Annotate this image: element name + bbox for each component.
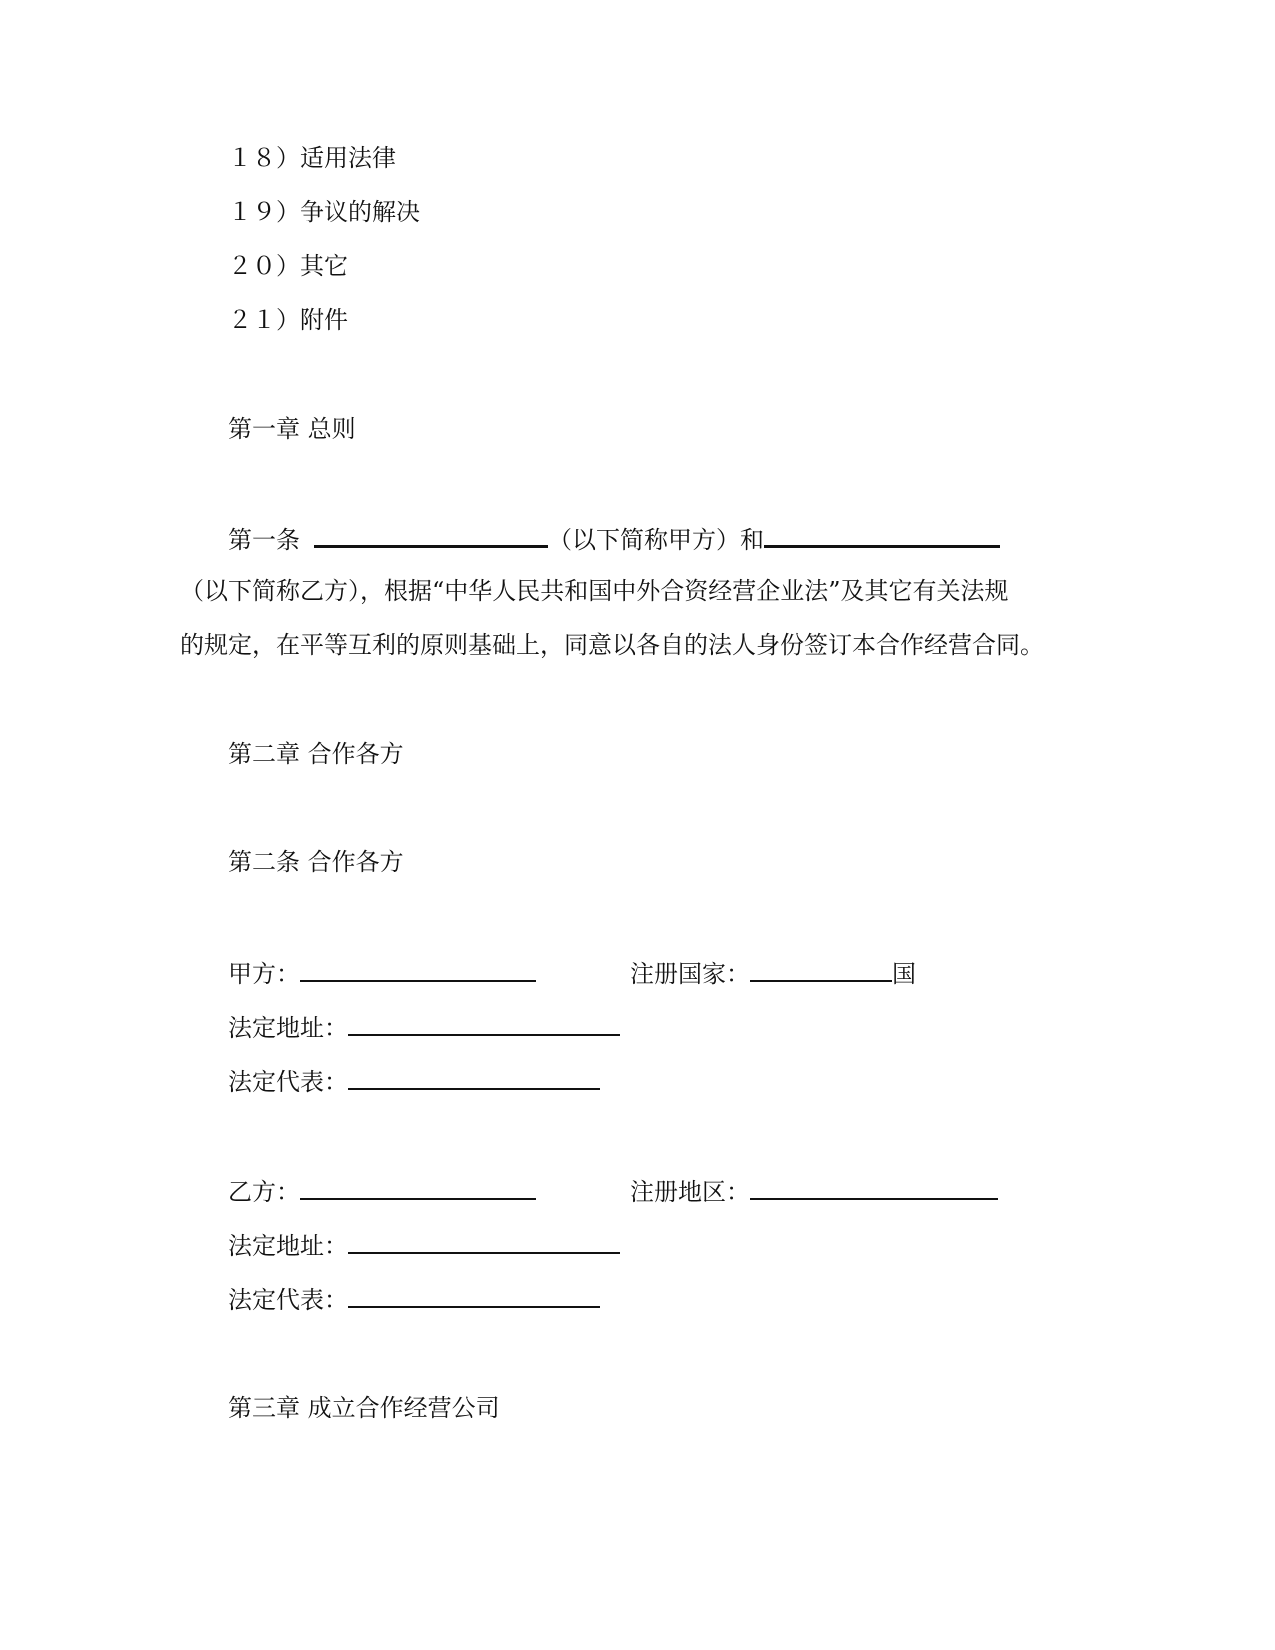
party-b-label: 乙方：: [228, 1178, 300, 1206]
party-a-rep-row: [228, 1068, 600, 1094]
party-a-address-label: 法定地址：: [228, 1014, 348, 1042]
party-b-rep-row: [228, 1286, 600, 1312]
article-1-line-3: 的规定，在平等互利的原则基础上，同意以各自的法人身份签订本合作经营合同。: [180, 631, 1044, 659]
toc-item-20: ２０）其它: [228, 252, 348, 280]
party-b-rep-label: 法定代表：: [228, 1286, 348, 1314]
article-2-title: 第二条 合作各方: [228, 848, 404, 876]
party-a-blank[interactable]: [300, 960, 536, 982]
article-1-line-2: （以下简称乙方），根据“中华人民共和国中外合资经营企业法”及其它有关法规: [180, 577, 1009, 605]
chapter-3-title: 第三章 成立合作经营公司: [228, 1394, 500, 1422]
party-b-region-blank[interactable]: [750, 1178, 998, 1200]
party-b-name-blank[interactable]: [764, 525, 1000, 548]
toc-item-19: １９）争议的解决: [228, 198, 420, 226]
party-b-address-label: 法定地址：: [228, 1232, 348, 1260]
chapter-2-title: 第二章 合作各方: [228, 740, 404, 768]
party-a-rep-blank[interactable]: [348, 1068, 600, 1090]
party-a-country-suffix: 国: [892, 960, 916, 988]
party-b-rep-blank[interactable]: [348, 1286, 600, 1308]
article-1-lead: 第一条: [228, 526, 300, 554]
party-a-country-row: [630, 960, 916, 986]
article-1-line-1: [228, 525, 1000, 552]
article-1-mid: （以下简称甲方）和: [548, 526, 764, 554]
party-b-blank[interactable]: [300, 1178, 536, 1200]
party-b-address-row: [228, 1232, 620, 1258]
toc-item-18: １８）适用法律: [228, 144, 396, 172]
party-a-rep-label: 法定代表：: [228, 1068, 348, 1096]
chapter-1-title: 第一章 总则: [228, 415, 356, 443]
party-b-region-row: [630, 1178, 998, 1204]
party-a-address-row: [228, 1014, 620, 1040]
party-a-name-blank[interactable]: [314, 525, 548, 548]
party-a-address-blank[interactable]: [348, 1014, 620, 1036]
party-a-country-blank[interactable]: [750, 960, 892, 982]
party-b-region-label: 注册地区：: [630, 1178, 750, 1206]
toc-item-21: ２１）附件: [228, 306, 348, 334]
party-a-label: 甲方：: [228, 960, 300, 988]
party-a-row: [228, 960, 536, 986]
party-b-row: [228, 1178, 536, 1204]
party-a-country-label: 注册国家：: [630, 960, 750, 988]
party-b-address-blank[interactable]: [348, 1232, 620, 1254]
